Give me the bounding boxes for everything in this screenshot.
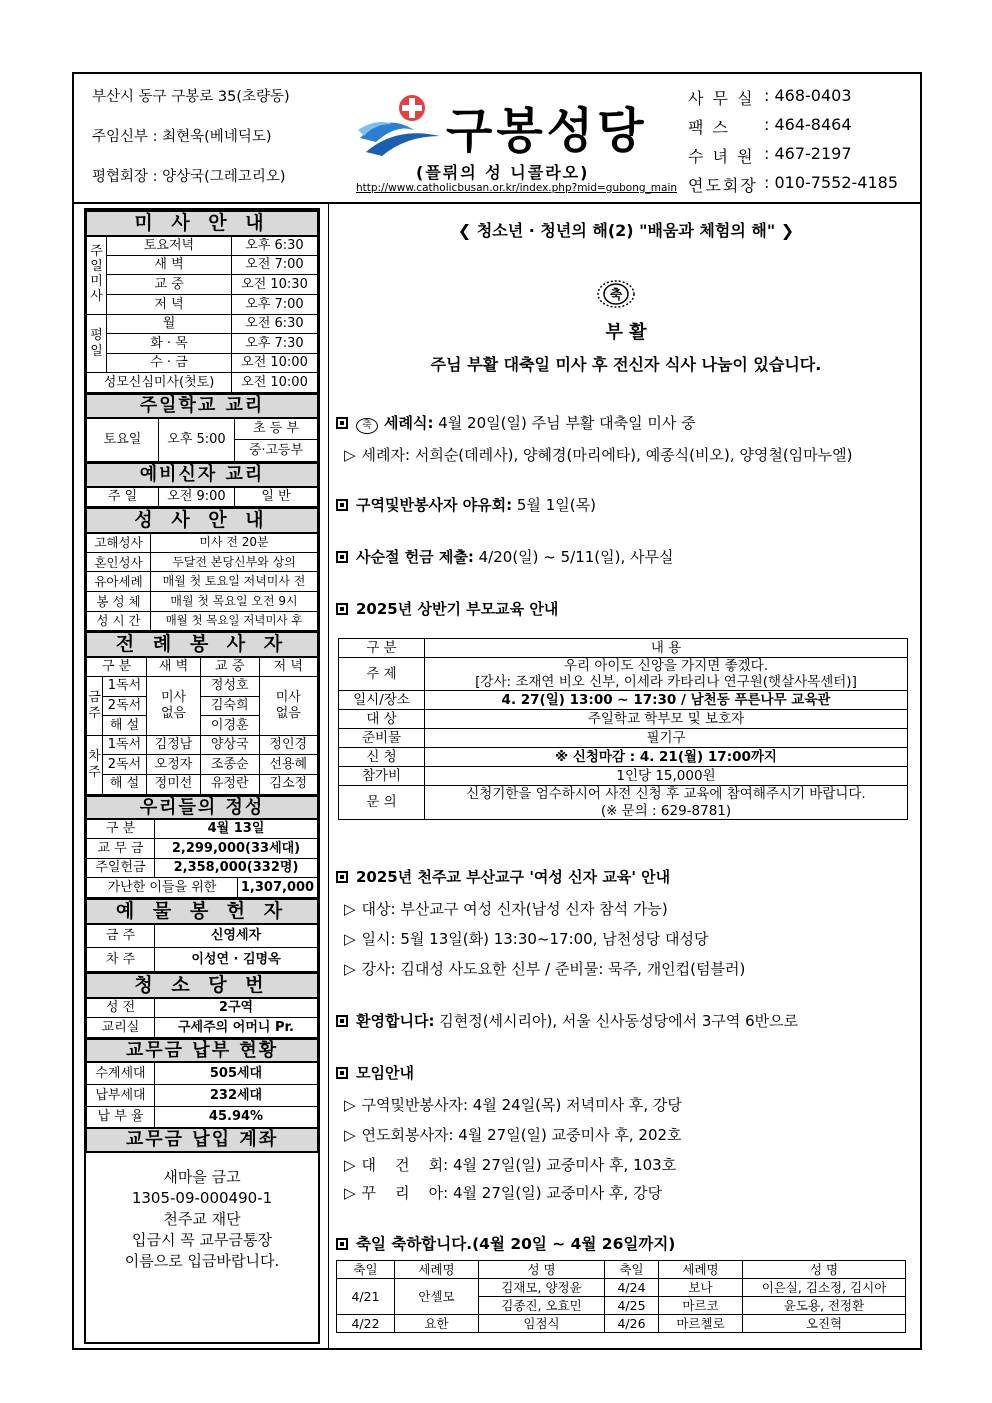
meeting-item: ▷ 연도회봉사자: 4월 27일(일) 교중미사 후, 202호: [344, 1126, 682, 1144]
contact-row: 사 무 실 : 468-0403: [688, 86, 852, 108]
tithe-status-table: 교무금 납부 현황 수계세대 505세대 납부세대 232세대 납 부 율 45.94% 교무금 납입 계좌: [86, 1038, 318, 1153]
sacrament-table: 성 사 안 내 고해성사 미사 전 20분 혼인성사 두달전 본당신부와 상의 유아세례 매월 첫 토요일 저녁미사 전 봉 성 체 매월 첫 목요일 오전 9시 성 시 간 매월 첫 목요일 저녁미사 후: [86, 507, 318, 631]
contact-row: 수 녀 원 : 467-2197: [688, 144, 852, 166]
meeting-item: ▷ 꾸 리 아: 4월 27일(일) 교중미사 후, 강당: [344, 1184, 663, 1202]
bulletin-page: [72, 72, 922, 1350]
easter-title: 부 활: [605, 322, 647, 343]
meeting-title: 모임안내: [336, 1062, 414, 1083]
svg-text:축: 축: [609, 288, 623, 303]
welcome-notice: 환영합니다: 김현정(세시리아), 서울 신사동성당에서 3구역 6반으로: [336, 1010, 798, 1031]
arrow-icon: ▷: [344, 1096, 356, 1114]
feast-day-title: 축일 축하합니다.(4월 20일 ~ 4월 26일까지): [336, 1232, 675, 1254]
liturgy-ministers-table: 전 례 봉 사 자 구 분 새 벽 교 중 저 녁 금주 1독서 미사 없음 정성호 미사 없음 2독서 김숙희 해 설 이경훈 차주 1독서 김정남 양상국 정인경 2독서 오정자 조종순 선용혜 해 설 정미선 유정란 김소정: [86, 631, 318, 794]
bullet-square-icon: [336, 417, 348, 429]
feast-small-icon: 축: [356, 418, 378, 434]
year-theme: ❮ 청소년 · 청년의 해(2) "배움과 체험의 해" ❯: [457, 221, 795, 240]
arrow-icon: ▷: [344, 446, 356, 464]
weekday-mass-label: 평일: [87, 314, 107, 373]
bullet-square-icon: [336, 551, 348, 563]
meeting-item: ▷ 대 건 회: 4월 27일(일) 교중미사 후, 103호: [344, 1156, 677, 1174]
arrow-icon: ▷: [344, 900, 356, 918]
arrow-icon: ▷: [344, 960, 356, 978]
women-education-title: 2025년 천주교 부산교구 '여성 신자 교육' 안내: [336, 866, 670, 887]
sunday-school-table: 주일학교 교리 토요일 오후 5:00 초 등 부 중·고등부: [86, 393, 318, 462]
mass-schedule-table: 미 사 안 내 주일미사 토요저녁 오후 6:30 새 벽 오전 7:00 교 중 오전 10:30 저 녁 오후 7:00 평일 월 오전 6:30 화 · 목 오후 7:30 수 · 금 오전 10:00 성모신심미사(첫토) 오전 10:00: [86, 210, 318, 393]
section-title: 미 사 안 내: [87, 211, 318, 236]
arrow-icon: ▷: [344, 1126, 356, 1144]
bullet-square-icon: [336, 499, 348, 511]
picnic-notice: 구역및반봉사자 야유회: 5월 1일(목): [336, 494, 596, 515]
right-column: [336, 214, 916, 1331]
bullet-square-icon: [336, 1238, 348, 1250]
council-president: 평협회장 : 양상국(그레고리오): [92, 169, 286, 185]
women-education-item: ▷ 일시: 5월 13일(화) 13:30~17:00, 남천성당 대성당: [344, 930, 709, 948]
church-wave-logo-icon: [356, 90, 446, 160]
header-divider: [74, 202, 920, 204]
gift-table: 예 물 봉 헌 자 금 주 신영세자 차 주 이성연 · 김명옥: [86, 898, 318, 972]
easter-message: 주님 부활 대축일 미사 후 전신자 식사 나눔이 있습니다.: [430, 355, 822, 374]
contact-row: 연도회장 : 010-7552-4185: [688, 173, 898, 195]
header-info: [92, 90, 342, 210]
parish-url-link[interactable]: http://www.catholicbusan.or.kr/index.php?mid=gubong_main: [356, 182, 678, 194]
parish-name: 구봉성당: [446, 103, 648, 159]
contact-row: 팩 스 : 464-8464: [688, 115, 852, 137]
lent-offering-notice: 사순절 헌금 제출: 4/20(일) ~ 5/11(일), 사무실: [336, 546, 674, 567]
parent-education-table: 구 분 내 용 주 제 우리 아이도 신앙을 가지면 좋겠다. [강사: 조재연 비오 신부, 이세라 카타리나 연구원(햇살사목센터)] 일시/장소 4. 27(일) 13:00 ~ 17:30 / 남천동 푸른나무 교육관 대 상 주일학교 학부모 및 보호자 준비물 필기구 신 청 ※ 신청마감 : 4. 21(월) 17:00까지 참가비 1인당 15,000원 문 의 신청기한을 엄수하시어 사전 신청 후 교육에 참여해주시기 바랍니다. (※ 문의 : 629-8781): [338, 638, 908, 820]
bullet-square-icon: [336, 871, 348, 883]
address: 부산시 동구 구봉로 35(초량동): [92, 89, 290, 105]
parish-logo: [356, 88, 676, 198]
bank-account: 새마을 금고 1305-09-000490-1 천주교 재단 입금시 꼭 교무금통장 이름으로 입금바랍니다.: [124, 1167, 280, 1270]
parish-patron: (플뤼의 성 니콜라오): [416, 163, 590, 182]
offering-table: 우리들의 정성 구 분 4월 13일 교 무 금 2,299,000(33세대) 주일헌금 2,358,000(332명) 가난한 이들을 위한 1,307,000: [86, 795, 318, 898]
arrow-icon: ▷: [344, 1184, 356, 1202]
bullet-square-icon: [336, 603, 348, 615]
column-divider: [328, 202, 329, 1350]
bullet-square-icon: [336, 1067, 348, 1079]
baptism-names: ▷ 세례자: 서희순(데레사), 양혜경(마리에타), 예종식(비오), 양영철(임마누엘): [344, 446, 853, 464]
bullet-square-icon: [336, 1015, 348, 1027]
women-education-item: ▷ 강사: 김대성 사도요한 신부 / 준비물: 묵주, 개인컵(텀블러): [344, 960, 746, 978]
left-column: [84, 208, 320, 1344]
arrow-icon: ▷: [344, 930, 356, 948]
sunday-mass-label: 주일미사: [87, 236, 107, 314]
catechumen-table: 예비신자 교리 주 일 오전 9:00 일 반: [86, 462, 318, 507]
feast-day-table: 축일 세례명 성 명 축일 세례명 성 명 4/21 안셀모 김재모, 양정윤 4/24 보나 이은실, 김소정, 김시아 김종진, 오효민 4/25 마르코 윤도용, 전정환 4/22 요한 임점식 4/26 마르첼로 오진혁: [336, 1260, 906, 1333]
cleaning-table: 청 소 당 번 성 전 2구역 교리실 구세주의 어머니 Pr.: [86, 972, 318, 1037]
baptism-notice: 축 세례식: 4월 20일(일) 주님 부활 대축일 미사 중: [336, 412, 696, 434]
women-education-item: ▷ 대상: 부산교구 여성 신자(남성 신자 참석 가능): [344, 900, 668, 918]
feast-badge-icon: [596, 276, 636, 316]
contact-list: [688, 86, 918, 202]
parent-education-title: 2025년 상반기 부모교육 안내: [336, 598, 558, 619]
pastor: 주임신부 : 최현욱(베네딕도): [92, 129, 272, 145]
arrow-icon: ▷: [344, 1156, 356, 1174]
meeting-item: ▷ 구역및반봉사자: 4월 24일(목) 저녁미사 후, 강당: [344, 1096, 682, 1114]
